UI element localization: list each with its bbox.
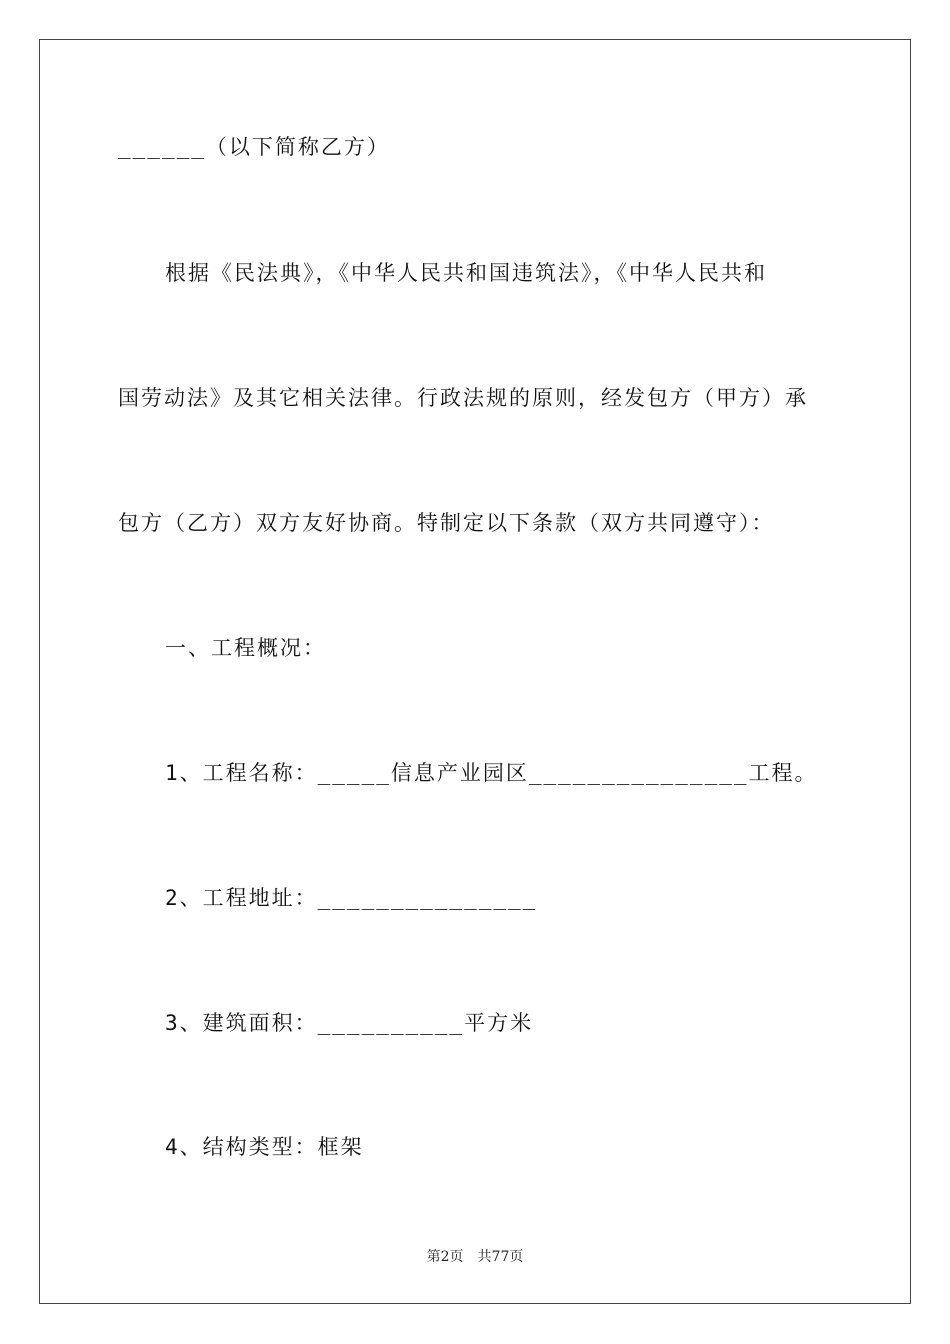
preamble-line-3: 包方（乙方）双方友好协商。特制定以下条款（双方共同遵守）： [118, 511, 775, 535]
section-heading-project-overview: 一、工程概况： [165, 636, 326, 660]
page-number-footer: 第2页 共77页 [426, 1249, 524, 1265]
preamble-line-1: 根据《民法典》，《中华人民共和国违筑法》，《中华人民共和 [165, 261, 767, 285]
building-area-line: 3、建筑面积：__________平方米 [165, 1011, 534, 1035]
project-address-line: 2、工程地址：_______________ [165, 886, 538, 910]
party-b-line: ______（以下简称乙方） [118, 135, 390, 159]
page-border [39, 39, 911, 1304]
project-name-line: 1、工程名称：_____信息产业园区_______________工程。 [165, 761, 818, 785]
structure-type-line: 4、结构类型：框架 [165, 1135, 364, 1159]
preamble-line-2: 国劳动法》及其它相关法律。行政法规的原则，经发包方（甲方）承 [118, 386, 808, 410]
